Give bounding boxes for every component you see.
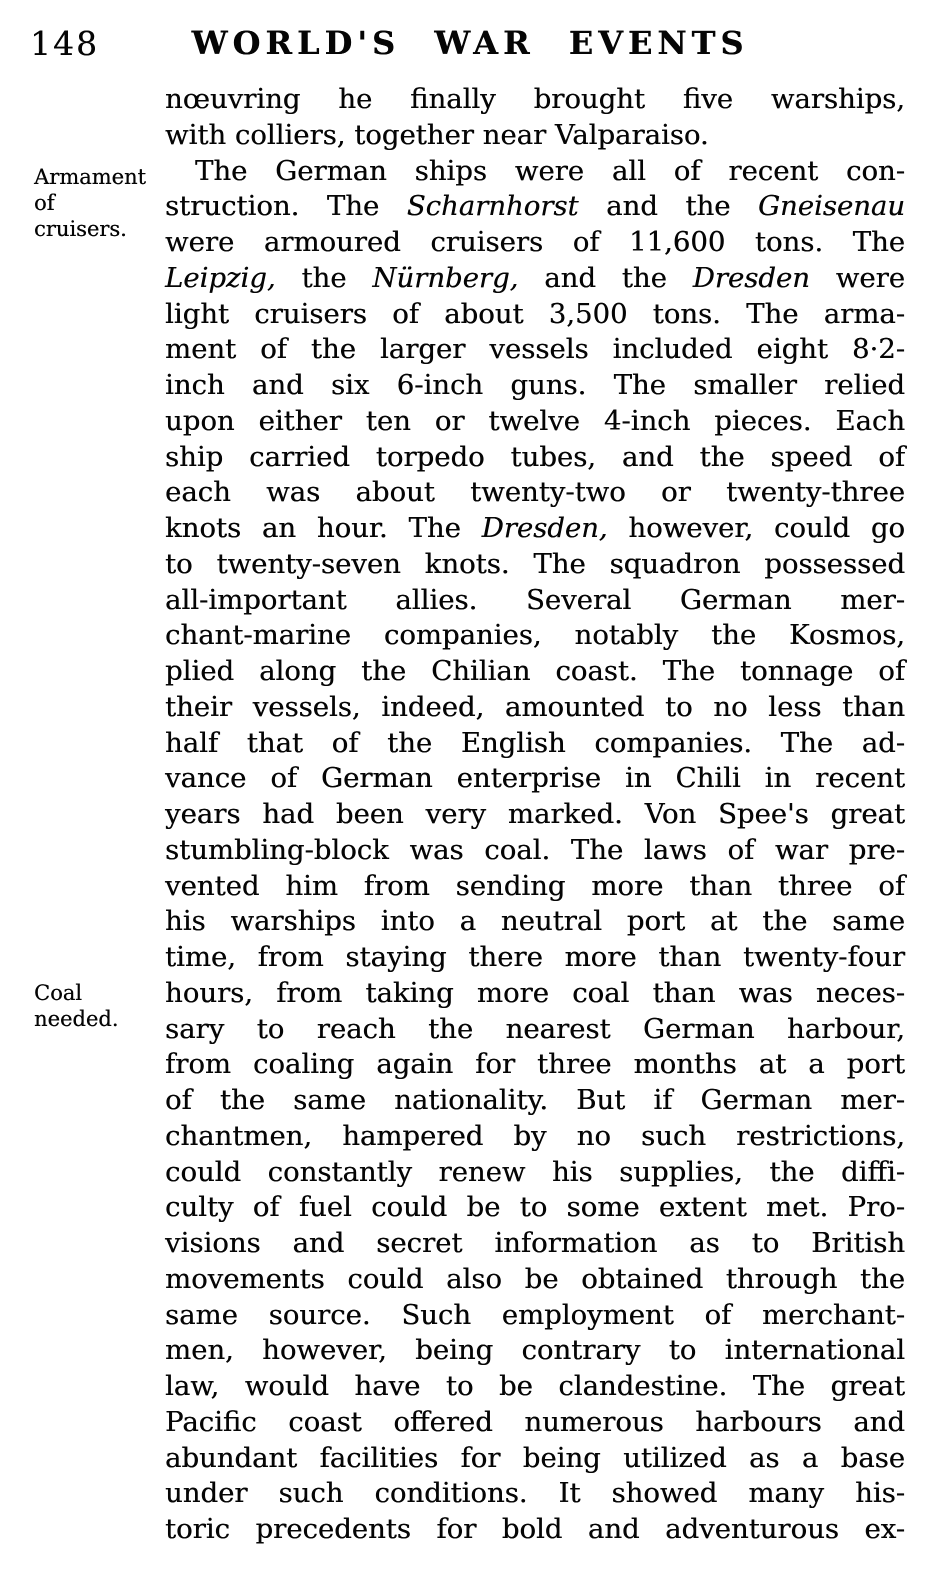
- text-line: [165, 332, 905, 368]
- text-segment: light cruisers of about 3,500 tons. The arma-: [165, 297, 905, 330]
- text-segment: were armoured cruisers of 11,600 tons. The: [165, 226, 905, 258]
- text-line: [165, 118, 905, 154]
- text-segment: movements could also be obtained through the: [165, 1262, 905, 1295]
- text-line: [165, 1369, 905, 1405]
- italic-ship-name: Gneisenau: [758, 190, 905, 223]
- text-segment: the: [275, 261, 373, 294]
- text-line: [165, 261, 905, 297]
- text-line: [165, 1262, 905, 1298]
- text-segment: nœuvring he finally brought five warships,: [165, 83, 905, 115]
- text-line: [165, 726, 905, 762]
- text-segment: stumbling-block was coal. The laws of war pre-: [165, 833, 905, 866]
- text-line: [165, 761, 905, 797]
- text-line: [165, 511, 905, 547]
- text-segment: ment of the larger vessels included eight 8·2-: [165, 333, 905, 366]
- text-segment: chantmen, hampered by no such restrictions,: [165, 1119, 905, 1152]
- text-segment: vance of German enterprise in Chili in recent: [165, 762, 905, 795]
- text-segment: each was about twenty-two or twenty-three: [165, 476, 905, 509]
- text-line: [165, 1226, 905, 1262]
- text-line: [165, 404, 905, 440]
- text-segment: law, would have to be clandestine. The great: [165, 1370, 905, 1402]
- text-line: [165, 440, 905, 476]
- margin-note-line: Armament: [34, 165, 146, 189]
- text-segment: time, from staying there more than twenty-four: [165, 941, 905, 973]
- margin-note-line: cruisers.: [34, 217, 127, 241]
- text-line: [165, 475, 905, 511]
- text-segment: of the same nationality. But if German mer-: [165, 1084, 905, 1116]
- text-line: [165, 654, 905, 690]
- text-segment: same source. Such employment of merchant-: [165, 1298, 905, 1331]
- text-line: [165, 976, 905, 1012]
- text-segment: hours, from taking more coal than was neces-: [165, 976, 905, 1009]
- text-segment: ship carried torpedo tubes, and the speed of: [165, 440, 905, 473]
- margin-note-line: Coal: [34, 981, 82, 1005]
- text-segment: to twenty-seven knots. The squadron possessed: [165, 547, 905, 580]
- text-segment: under such conditions. It showed many his-: [165, 1477, 905, 1510]
- text-line: [165, 1441, 905, 1477]
- italic-ship-name: Scharnhorst: [406, 190, 579, 223]
- text-segment: knots an hour. The: [165, 512, 482, 544]
- text-line: [165, 1012, 905, 1048]
- text-line: [165, 1119, 905, 1155]
- text-line: [165, 1333, 905, 1369]
- text-segment: and the: [578, 190, 759, 223]
- text-segment: years had been very marked. Von Spee's great: [165, 798, 905, 830]
- text-segment: his warships into a neutral port at the same: [165, 905, 905, 938]
- italic-ship-name: Dresden: [692, 261, 810, 294]
- text-segment: with colliers, together near Valparaiso.: [165, 118, 709, 151]
- text-segment: from coaling again for three months at a port: [165, 1048, 905, 1081]
- text-line: [165, 1190, 905, 1226]
- text-line: [165, 940, 905, 976]
- text-segment: half that of the English companies. The ad-: [165, 726, 905, 759]
- text-line: [165, 797, 905, 833]
- text-segment: visions and secret information as to British: [165, 1227, 905, 1259]
- margin-note-armament-of-cruisers: [34, 164, 164, 242]
- text-line: [165, 547, 905, 583]
- running-title: WORLD'S WAR EVENTS: [191, 24, 749, 62]
- text-segment: chant-marine companies, notably the Kosmos,: [165, 619, 905, 652]
- text-segment: struction. The: [165, 190, 407, 223]
- body-text: [165, 82, 905, 1548]
- text-segment: plied along the Chilian coast. The tonnage of: [165, 655, 905, 687]
- text-line: [165, 1155, 905, 1191]
- text-segment: however, could go: [607, 512, 905, 544]
- text-line: [165, 904, 905, 940]
- text-line: [165, 297, 905, 333]
- text-line: [165, 189, 905, 225]
- italic-ship-name: Leipzig,: [165, 261, 276, 294]
- text-segment: were: [809, 261, 905, 294]
- text-line: [165, 154, 905, 190]
- text-line: [165, 833, 905, 869]
- margin-note-line: of: [34, 191, 55, 215]
- italic-ship-name: Nürnberg,: [372, 261, 519, 294]
- page-number: 148: [30, 24, 99, 63]
- text-segment: sary to reach the nearest German harbour,: [165, 1012, 905, 1045]
- text-segment: culty of fuel could be to some extent met. Pro-: [165, 1191, 905, 1224]
- text-line: [165, 1476, 905, 1512]
- text-segment: upon either ten or twelve 4-inch pieces. Each: [165, 404, 905, 437]
- text-segment: vented him from sending more than three of: [165, 869, 905, 902]
- text-line: [165, 368, 905, 404]
- text-segment: and the: [518, 261, 693, 294]
- text-segment: men, however, being contrary to international: [165, 1334, 905, 1367]
- margin-note-line: needed.: [34, 1007, 119, 1031]
- text-segment: inch and six 6-inch guns. The smaller relied: [165, 369, 905, 401]
- text-segment: all-important allies. Several German mer-: [165, 583, 905, 616]
- text-line: [165, 1298, 905, 1334]
- text-line: [165, 618, 905, 654]
- text-segment: their vessels, indeed, amounted to no less than: [165, 690, 905, 723]
- text-line: [165, 1047, 905, 1083]
- text-line: [165, 690, 905, 726]
- text-line: [165, 82, 905, 118]
- text-segment: could constantly renew his supplies, the diffi-: [165, 1155, 905, 1188]
- text-segment: The German ships were all of recent con-: [195, 154, 905, 187]
- italic-ship-name: Dresden,: [481, 512, 608, 544]
- text-line: [165, 1405, 905, 1441]
- text-segment: toric precedents for bold and adventurous ex-: [165, 1513, 905, 1545]
- margin-note-coal-needed: [34, 980, 164, 1032]
- text-line: [165, 583, 905, 619]
- text-segment: abundant facilities for being utilized as a base: [165, 1441, 905, 1474]
- text-line: [165, 1512, 905, 1548]
- text-line: [165, 225, 905, 261]
- text-line: [165, 1083, 905, 1119]
- text-line: [165, 869, 905, 905]
- text-segment: Pacific coast offered numerous harbours and: [165, 1405, 905, 1438]
